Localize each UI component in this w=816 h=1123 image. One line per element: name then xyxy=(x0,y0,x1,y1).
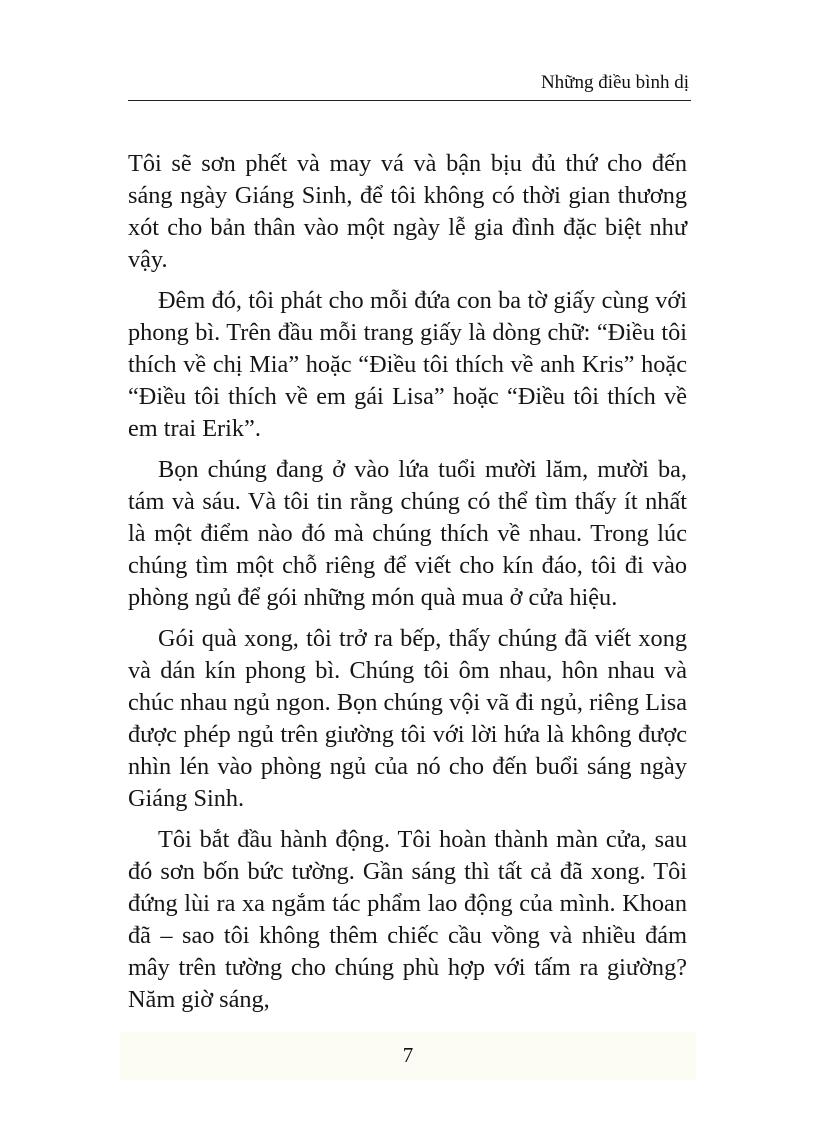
paragraph-4: Gói quà xong, tôi trở ra bếp, thấy chúng đã viết xong và dán kín phong bì. Chúng tôi ôm nhau, hôn nhau và chúc nhau ngủ ngon. Bọn chúng vội vã đi ngủ, riêng Lisa được phép ngủ trên giường tôi với lời hứa là không được nhìn lén vào phòng ngủ của nó cho đến buổi sáng ngày Giáng Sinh. xyxy=(128,625,687,812)
paragraph-1: Tôi sẽ sơn phết và may vá và bận bịu đủ thứ cho đến sáng ngày Giáng Sinh, để tôi không có thời gian thương xót cho bản thân vào một ngày lễ gia đình đặc biệt như vậy. xyxy=(128,150,687,273)
body-text xyxy=(128,148,687,1025)
paragraph-3: Bọn chúng đang ở vào lứa tuổi mười lăm, mười ba, tám và sáu. Và tôi tin rằng chúng có thể tìm thấy ít nhất là một điểm nào đó mà chúng thích về nhau. Trong lúc chúng tìm một chỗ riêng để viết cho kín đáo, tôi đi vào phòng ngủ để gói những món quà mua ở cửa hiệu. xyxy=(128,456,687,611)
paragraph-5: Tôi bắt đầu hành động. Tôi hoàn thành màn cửa, sau đó sơn bốn bức tường. Gần sáng thì tất cả đã xong. Tôi đứng lùi ra xa ngắm tác phẩm lao động của mình. Khoan đã – sao tôi không thêm chiếc cầu vồng và nhiều đám mây trên tường cho chúng phù hợp với tấm ra giường? Năm giờ sáng, xyxy=(128,826,687,1013)
paragraph-2: Đêm đó, tôi phát cho mỗi đứa con ba tờ giấy cùng với phong bì. Trên đầu mỗi trang giấy là dòng chữ: “Điều tôi thích về chị Mia” hoặc “Điều tôi thích về anh Kris” hoặc “Điều tôi thích về em gái Lisa” hoặc “Điều tôi thích về em trai Erik”. xyxy=(128,287,687,442)
running-header xyxy=(128,66,691,101)
page-number: 7 xyxy=(402,1043,414,1067)
running-header-title: Những điều bình dị xyxy=(540,72,689,93)
